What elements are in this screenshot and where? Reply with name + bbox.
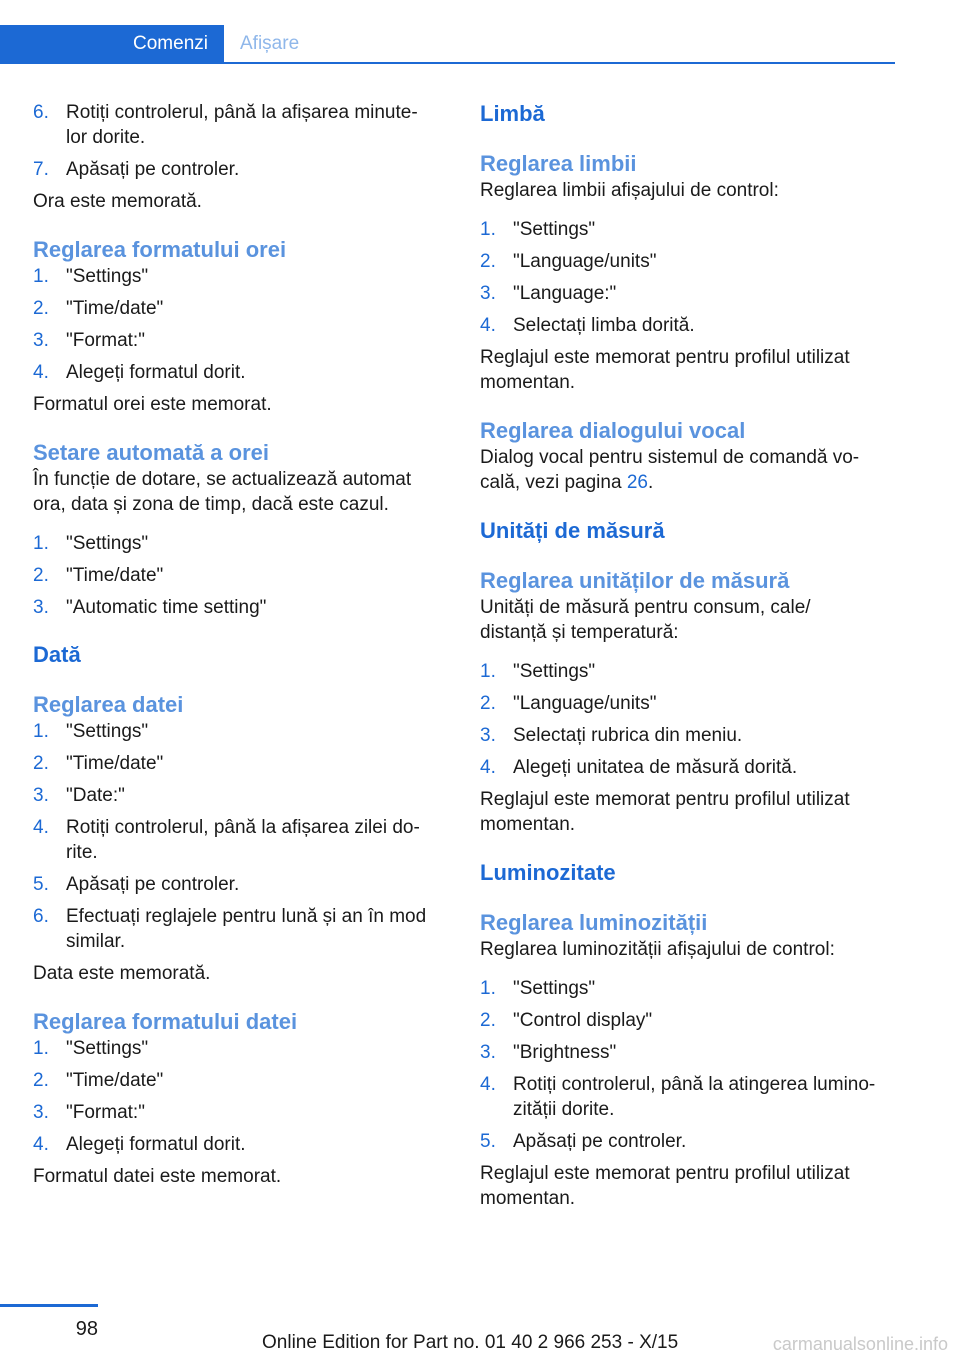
- step-text: "Time/date": [66, 1070, 164, 1091]
- list-item: [480, 1072, 895, 1122]
- list-item: [480, 1040, 895, 1065]
- step-text: "Time/date": [66, 298, 164, 319]
- data-after: Data este memorată.: [33, 963, 211, 984]
- step-number: 5.: [480, 1131, 496, 1152]
- list-item: [480, 1008, 895, 1033]
- limba-after: Reglajul este memorat pentru profilul utilizat momentan.: [480, 347, 850, 393]
- list-item: [33, 872, 448, 897]
- dialog-text-before: Dialog vocal pentru sistemul de comandă vo- cală, vezi pagina: [480, 447, 860, 493]
- step-text: "Time/date": [66, 565, 164, 586]
- step-number: 3.: [33, 597, 49, 618]
- step-text: "Format:": [66, 1102, 145, 1123]
- limba-title: Limbă: [480, 101, 545, 126]
- list-item: [33, 296, 448, 321]
- step-text: Apăsați pe controler.: [66, 159, 240, 180]
- header-tabbar: [0, 25, 895, 64]
- limba-text: Reglarea limbii afișajului de control:: [480, 180, 779, 201]
- step-text: "Brightness": [513, 1042, 617, 1063]
- list-item: [480, 755, 895, 780]
- intro-after: Ora este memorată.: [33, 191, 202, 212]
- unitati-after: Reglajul este memorat pentru profilul utilizat momentan.: [480, 789, 850, 835]
- step-text: "Date:": [66, 785, 125, 806]
- list-item: [480, 691, 895, 716]
- right-column: [480, 100, 895, 1211]
- limba-steps: [480, 217, 895, 338]
- luminozitate-text: Reglarea luminozității afișajului de control:: [480, 939, 835, 960]
- step-text: Selectați rubrica din meniu.: [513, 725, 743, 746]
- intro-steps: [33, 100, 448, 182]
- list-item: [33, 719, 448, 744]
- unitati-subtitle: Reglarea unităților de măsură: [480, 568, 790, 593]
- format-data-after: Formatul datei este memorat.: [33, 1166, 282, 1187]
- step-number: 1.: [33, 266, 49, 287]
- step-number: 1.: [480, 661, 496, 682]
- step-number: 2.: [480, 1010, 496, 1031]
- step-number: 4.: [480, 1074, 496, 1095]
- step-number: 6.: [33, 906, 49, 927]
- step-text: Apăsați pe controler.: [66, 874, 240, 895]
- step-text: "Settings": [513, 661, 596, 682]
- list-item: [33, 595, 448, 620]
- page-link[interactable]: 26: [626, 472, 648, 493]
- list-item: [33, 783, 448, 808]
- step-text: "Language/units": [513, 251, 657, 272]
- setare-auto-text: În funcție de dotare, se actualizează automat ora, data și zona de timp, dacă este cazul.: [33, 469, 412, 515]
- unitati-title: Unități de măsură: [480, 518, 665, 543]
- step-text: Efectuați reglajele pentru lună și an în mod similar.: [66, 906, 427, 952]
- list-item: [480, 659, 895, 684]
- step-text: "Settings": [513, 978, 596, 999]
- step-number: 4.: [480, 315, 496, 336]
- setare-auto-title: Setare automată a orei: [33, 440, 269, 465]
- step-text: Rotiți controlerul, până la atingerea lumino- zității dorite.: [513, 1074, 876, 1120]
- step-text: Apăsați pe controler.: [513, 1131, 687, 1152]
- tab-comenzi[interactable]: Comenzi: [0, 25, 224, 62]
- step-number: 7.: [33, 159, 49, 180]
- list-item: [33, 264, 448, 289]
- step-number: 3.: [480, 283, 496, 304]
- step-text: "Settings": [66, 266, 149, 287]
- left-column: [33, 100, 448, 1189]
- step-text: Selectați limba dorită.: [513, 315, 695, 336]
- unitati-text: Unități de măsură pentru consum, cale/ distanță și temperatură:: [480, 597, 811, 643]
- list-item: [480, 281, 895, 306]
- step-number: 1.: [480, 978, 496, 999]
- format-data-title: Reglarea formatului datei: [33, 1009, 298, 1034]
- luminozitate-after: Reglajul este memorat pentru profilul utilizat momentan.: [480, 1163, 850, 1209]
- step-text: Rotiți controlerul, până la afișarea zilei do- rite.: [66, 817, 420, 863]
- step-text: "Settings": [66, 1038, 149, 1059]
- step-number: 4.: [33, 817, 49, 838]
- luminozitate-steps: [480, 976, 895, 1154]
- step-text: Rotiți controlerul, până la afișarea minute- lor dorite.: [66, 102, 418, 148]
- data-subtitle: Reglarea datei: [33, 692, 184, 717]
- step-text: "Format:": [66, 330, 145, 351]
- dialog-text: [480, 445, 895, 495]
- footer-rule: [0, 1304, 98, 1307]
- step-text: "Settings": [66, 721, 149, 742]
- data-steps: [33, 719, 448, 954]
- step-text: "Language/units": [513, 693, 657, 714]
- step-text: Alegeți formatul dorit.: [66, 362, 246, 383]
- step-text: Alegeți unitatea de măsură dorită.: [513, 757, 798, 778]
- luminozitate-title: Luminozitate: [480, 860, 616, 885]
- step-number: 2.: [33, 565, 49, 586]
- step-number: 5.: [33, 874, 49, 895]
- step-text: "Control display": [513, 1010, 653, 1031]
- list-item: [33, 328, 448, 353]
- step-number: 1.: [33, 721, 49, 742]
- list-item: [33, 904, 448, 954]
- format-data-steps: [33, 1036, 448, 1157]
- dialog-title: Reglarea dialogului vocal: [480, 418, 746, 443]
- list-item: [33, 531, 448, 556]
- list-item: [480, 723, 895, 748]
- data-title: Dată: [33, 642, 81, 667]
- list-item: [33, 1068, 448, 1093]
- limba-subtitle: Reglarea limbii: [480, 151, 637, 176]
- list-item: [480, 249, 895, 274]
- step-text: Alegeți formatul dorit.: [66, 1134, 246, 1155]
- format-ora-steps: [33, 264, 448, 385]
- step-number: 6.: [33, 102, 49, 123]
- list-item: [480, 1129, 895, 1154]
- list-item: [33, 1132, 448, 1157]
- step-number: 4.: [480, 757, 496, 778]
- step-text: "Automatic time setting": [66, 597, 267, 618]
- list-item: [33, 360, 448, 385]
- edition-note: Online Edition for Part no. 01 40 2 966 253 - X/15: [262, 1332, 679, 1353]
- list-item: [480, 313, 895, 338]
- step-text: "Language:": [513, 283, 617, 304]
- step-number: 2.: [33, 753, 49, 774]
- list-item: [33, 1100, 448, 1125]
- watermark: carmanualsonline.info: [772, 1334, 948, 1354]
- setare-auto-steps: [33, 531, 448, 620]
- step-number: 1.: [480, 219, 496, 240]
- dialog-text-after: .: [647, 472, 654, 493]
- format-ora-after: Formatul orei este memorat.: [33, 394, 272, 415]
- step-number: 4.: [33, 362, 49, 383]
- luminozitate-subtitle: Reglarea luminozității: [480, 910, 708, 935]
- step-number: 3.: [480, 725, 496, 746]
- step-number: 2.: [480, 251, 496, 272]
- step-text: "Settings": [66, 533, 149, 554]
- list-item: [33, 1036, 448, 1061]
- list-item: [33, 751, 448, 776]
- step-number: 2.: [33, 1070, 49, 1091]
- step-number: 1.: [33, 1038, 49, 1059]
- format-ora-title: Reglarea formatului orei: [33, 237, 287, 262]
- list-item: [33, 100, 448, 150]
- list-item: [480, 217, 895, 242]
- step-number: 2.: [33, 298, 49, 319]
- list-item: [33, 815, 448, 865]
- step-number: 4.: [33, 1134, 49, 1155]
- step-number: 3.: [480, 1042, 496, 1063]
- list-item: [33, 563, 448, 588]
- step-number: 1.: [33, 533, 49, 554]
- step-text: "Time/date": [66, 753, 164, 774]
- step-text: "Settings": [513, 219, 596, 240]
- step-number: 3.: [33, 785, 49, 806]
- page-number: 98: [75, 1318, 98, 1340]
- list-item: [33, 157, 448, 182]
- tab-afisare[interactable]: Afișare: [240, 33, 300, 54]
- unitati-steps: [480, 659, 895, 780]
- step-number: 3.: [33, 330, 49, 351]
- list-item: [480, 976, 895, 1001]
- step-number: 3.: [33, 1102, 49, 1123]
- step-number: 2.: [480, 693, 496, 714]
